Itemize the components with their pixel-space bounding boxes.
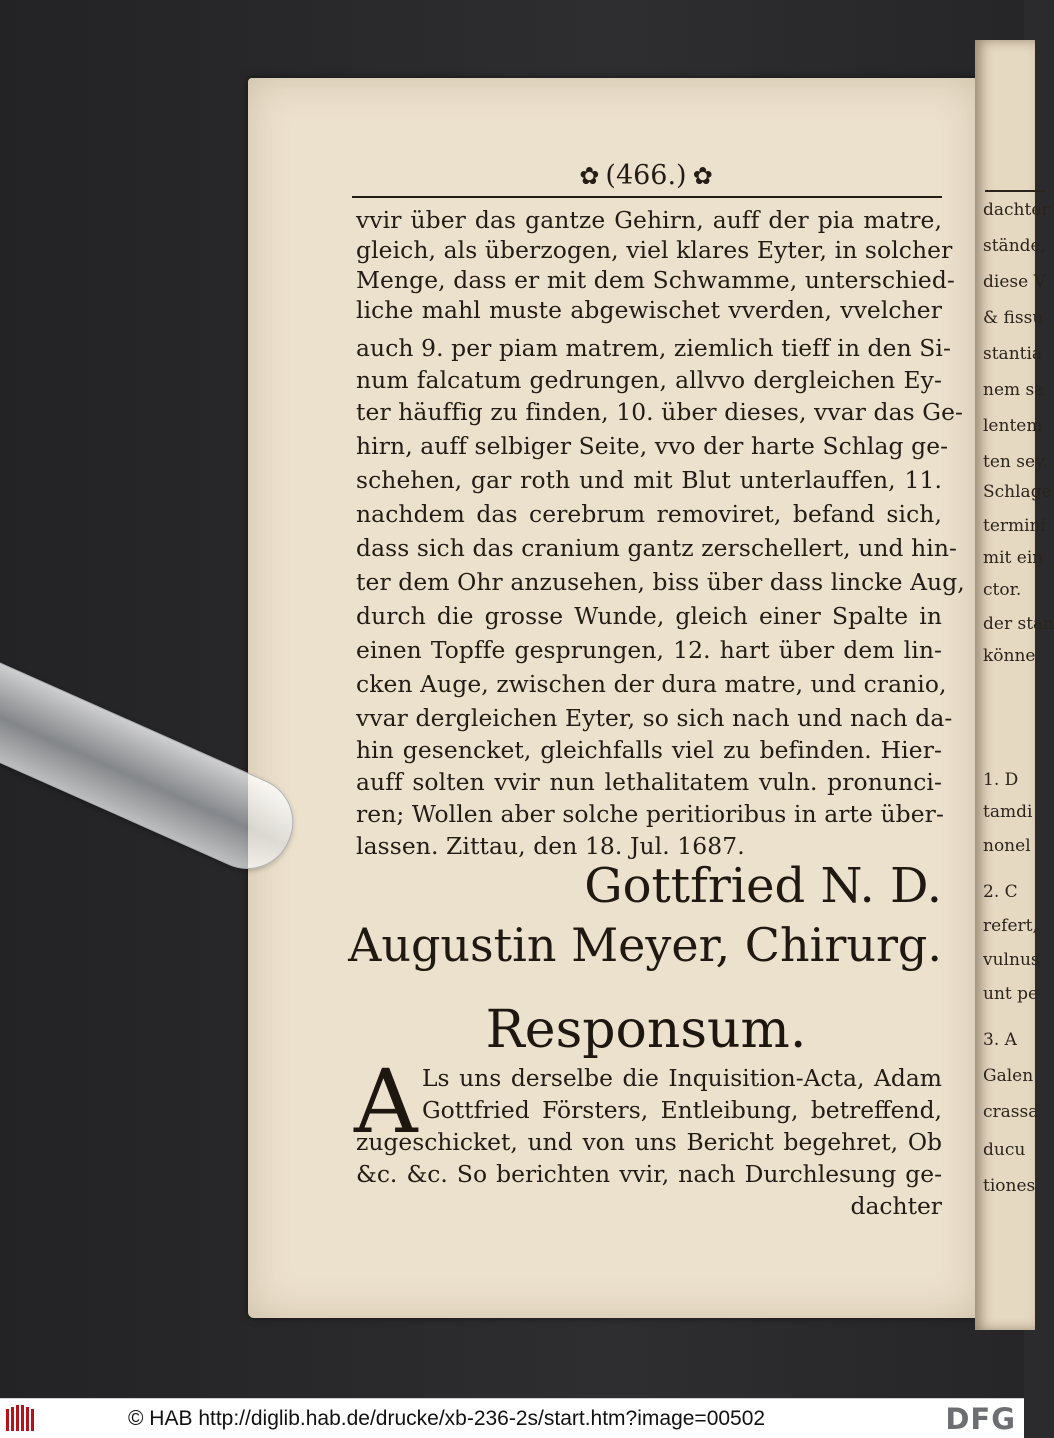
facing-page-fragment: Galen [983,1066,1034,1086]
text-line: dass sich das cranium gantz zerschellert, und hin- [356,534,958,562]
text-line: vvar dergleichen Eyter, so sich nach und nach da- [356,704,953,732]
text-line: liche mahl muste abgewischet vverden, vvelcher [356,296,942,324]
facing-page-fragment: könne [983,646,1036,666]
facing-page-fragment: tiones [983,1176,1036,1196]
header-rule [352,196,942,198]
facing-page-fragment: 1. D [983,770,1019,790]
text-line: ter häuffig zu finden, 10. über dieses, vvar das Ge- [356,398,964,426]
responsum-line: Gottfried Försters, Entleibung, betreffend, [422,1096,942,1124]
text-line: cken Auge, zwischen der dura matre, und cranio, [356,670,947,698]
text-line: auch 9. per piam matrem, ziemlich tieff in den Si- [356,334,951,362]
facing-page-fragment: stände, [983,236,1046,256]
text-line: durch die grosse Wunde, gleich einer Spalte in [356,602,942,630]
responsum-line: zugeschicket, und von uns Bericht begehret, Ob [356,1128,942,1156]
catchword: dachter [850,1192,942,1220]
text-line: Menge, dass er mit dem Schwamme, unterschied- [356,266,955,294]
facing-page-fragment: unt pe [983,984,1039,1004]
facing-page-fragment: ten sey. [983,452,1048,472]
facing-page-edge [975,40,1054,1330]
facing-page-fragment: ctor. [983,580,1022,600]
facing-page-fragment: refert, [983,916,1038,936]
facing-page-fragment: crassa [983,1102,1039,1122]
text-line: ter dem Ohr anzusehen, biss über dass lincke Aug, [356,568,965,596]
facing-page-fragment: termini [983,516,1046,536]
facing-page-fragment: diese V [983,272,1046,292]
facing-page-fragment: Schlage [983,482,1052,502]
facing-page-fragment: nem sa [983,380,1045,400]
signature-meyer: Augustin Meyer, Chirurg. [348,918,942,972]
hab-logo-icon [6,1405,36,1431]
text-line: einen Topffe gesprungen, 12. hart über dem lin- [356,636,942,664]
facing-page-fragment: & fissu [983,308,1044,328]
flower-ornament-icon: ✿ [692,162,713,190]
section-heading: Responsum. [485,1000,807,1060]
facing-page-fragment: der stan [983,614,1054,634]
facing-page-fragment: vulnus [983,950,1040,970]
page-number: (466.) [605,160,687,191]
flower-ornament-icon: ✿ [579,162,600,190]
facing-page-fragment: 3. A [983,1030,1017,1050]
facing-page-rule [985,190,1045,192]
text-line-dateline: lassen. Zittau, den 18. Jul. 1687. [356,832,745,860]
responsum-line: Ls uns derselbe die Inquisition-Acta, Adam [422,1064,942,1092]
responsum-line: &c. &c. So berichten vvir, nach Durchlesung ge- [356,1160,942,1188]
drop-cap: A [354,1050,418,1153]
text-line: auff solten vvir nun lethalitatem vuln. pronunci- [356,768,942,796]
text-line: hin gesencket, gleichfalls viel zu befinden. Hier- [356,736,942,764]
facing-page-fragment: lentem [983,416,1043,436]
text-line: vvir über das gantze Gehirn, auff der pia matre, [356,206,942,234]
signature-gottfried: Gottfried N. D. [584,858,942,914]
facing-page-fragment: tamdi [983,802,1033,822]
text-line: ren; Wollen aber solche peritioribus in arte über- [356,800,944,828]
text-line: nachdem das cerebrum removiret, befand sich, [356,500,942,528]
text-line: gleich, als überzogen, viel klares Eyter, in solcher [356,236,953,264]
footer-bar [0,1398,1024,1438]
page-header [350,160,942,191]
facing-page-fragment: ducu [983,1140,1026,1160]
facing-page-fragment: stantia [983,344,1043,364]
text-line: hirn, auff selbiger Seite, vvo der harte Schlag ge- [356,432,949,460]
dfg-logo: DFG [945,1402,1016,1436]
facing-page-fragment: nonel [983,836,1031,856]
text-line: num falcatum gedrungen, allvvo dergleichen Ey- [356,366,942,394]
facing-page-fragment: mit ein [983,548,1044,568]
facing-page-fragment: 2. C [983,882,1018,902]
copyright-url[interactable]: © HAB http://diglib.hab.de/drucke/xb-236-2s/start.htm?image=00502 [128,1407,766,1430]
facing-page-fragment: dachter [983,200,1050,220]
text-line: schehen, gar roth und mit Blut unterlauffen, 11. [356,466,942,494]
